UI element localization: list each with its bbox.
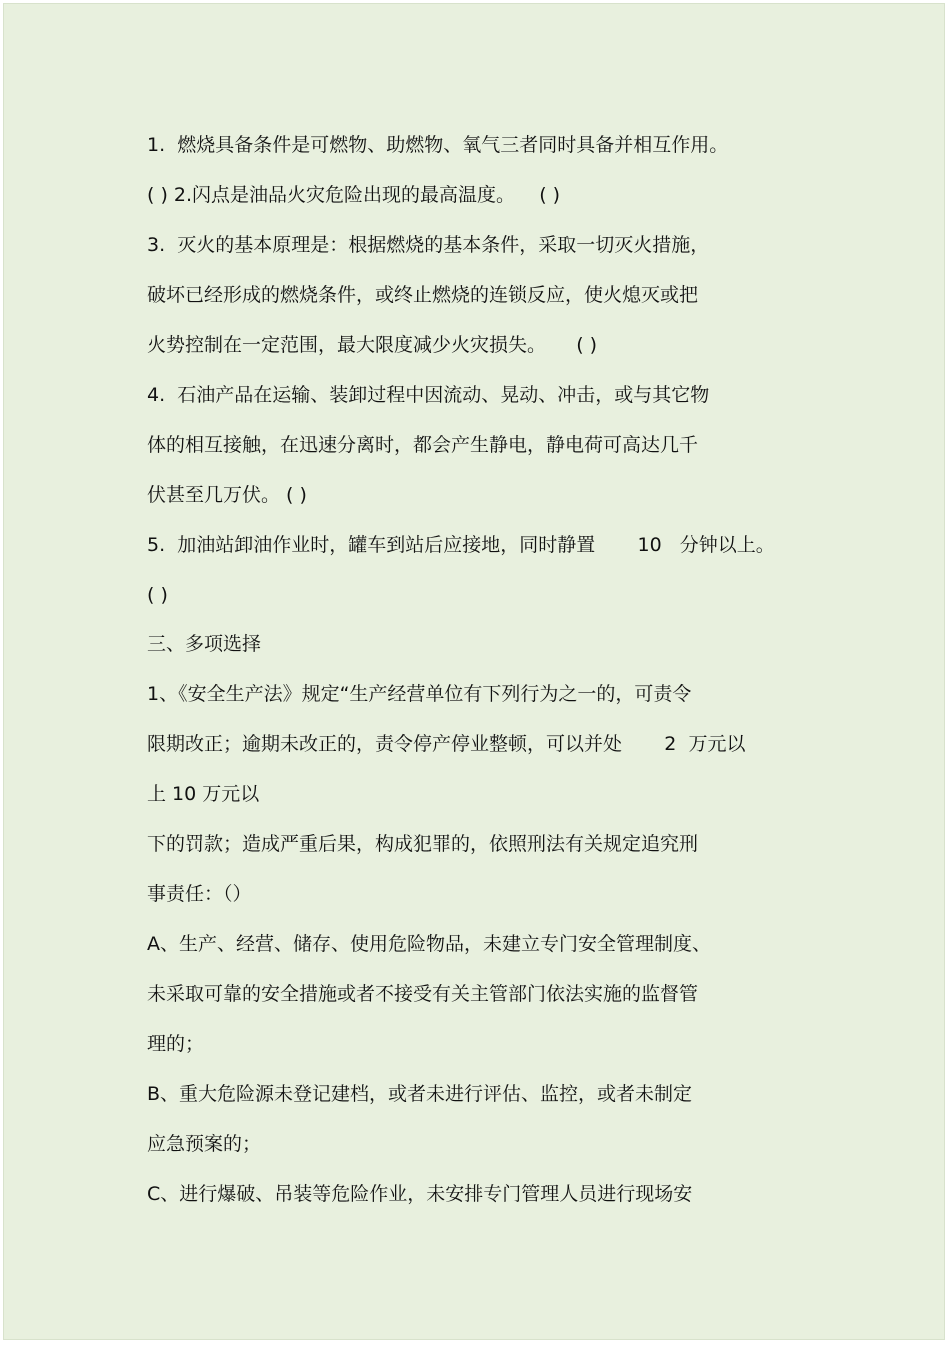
text-line: ( ) <box>147 584 168 606</box>
text-line: ( ) 2.闪点是油品火灾危险出现的最高温度。 ( ) <box>147 184 561 206</box>
text-line: 4. 石油产品在运输、装卸过程中因流动、晃动、冲击，或与其它物 <box>147 384 710 406</box>
text-line: 限期改正；逾期未改正的，责令停产停业整顿，可以并处 2 万元以 <box>147 733 746 755</box>
text-line: A、生产、经营、储存、使用危险物品，未建立专门安全管理制度、 <box>147 933 711 955</box>
text-line: 3. 灭火的基本原理是：根据燃烧的基本条件，采取一切灭火措施， <box>147 234 710 256</box>
text-line: 破坏已经形成的燃烧条件，或终止燃烧的连锁反应，使火熄灭或把 <box>147 284 699 306</box>
text-line: 理的； <box>147 1033 205 1055</box>
text-line: 事责任：（） <box>147 883 252 905</box>
section-heading: 三、多项选择 <box>147 633 262 655</box>
text-line: 火势控制在一定范围，最大限度减少火灾损失。 ( ) <box>147 334 598 356</box>
text-line: 下的罚款；造成严重后果，构成犯罪的，依照刑法有关规定追究刑 <box>147 833 699 855</box>
text-line: 5. 加油站卸油作业时，罐车到站后应接地，同时静置 10 分钟以上。 <box>147 534 775 556</box>
text-line: 伏甚至几万伏。 ( ) <box>147 484 307 506</box>
text-line: 1. 燃烧具备条件是可燃物、助燃物、氧气三者同时具备并相互作用。 <box>147 134 729 156</box>
text-line: 应急预案的； <box>147 1133 262 1155</box>
text-line: 1、《安全生产法》规定“生产经营单位有下列行为之一的，可责令 <box>147 683 692 705</box>
text-line: 上 10 万元以 <box>147 783 260 805</box>
text-line: C、进行爆破、吊装等危险作业，未安排专门管理人员进行现场安 <box>147 1183 693 1205</box>
text-line: B、重大危险源未登记建档，或者未进行评估、监控，或者未制定 <box>147 1083 693 1105</box>
text-line: 未采取可靠的安全措施或者不接受有关主管部门依法实施的监督管 <box>147 983 699 1005</box>
text-line: 体的相互接触，在迅速分离时，都会产生静电，静电荷可高达几千 <box>147 434 699 456</box>
document-page <box>3 3 945 1340</box>
